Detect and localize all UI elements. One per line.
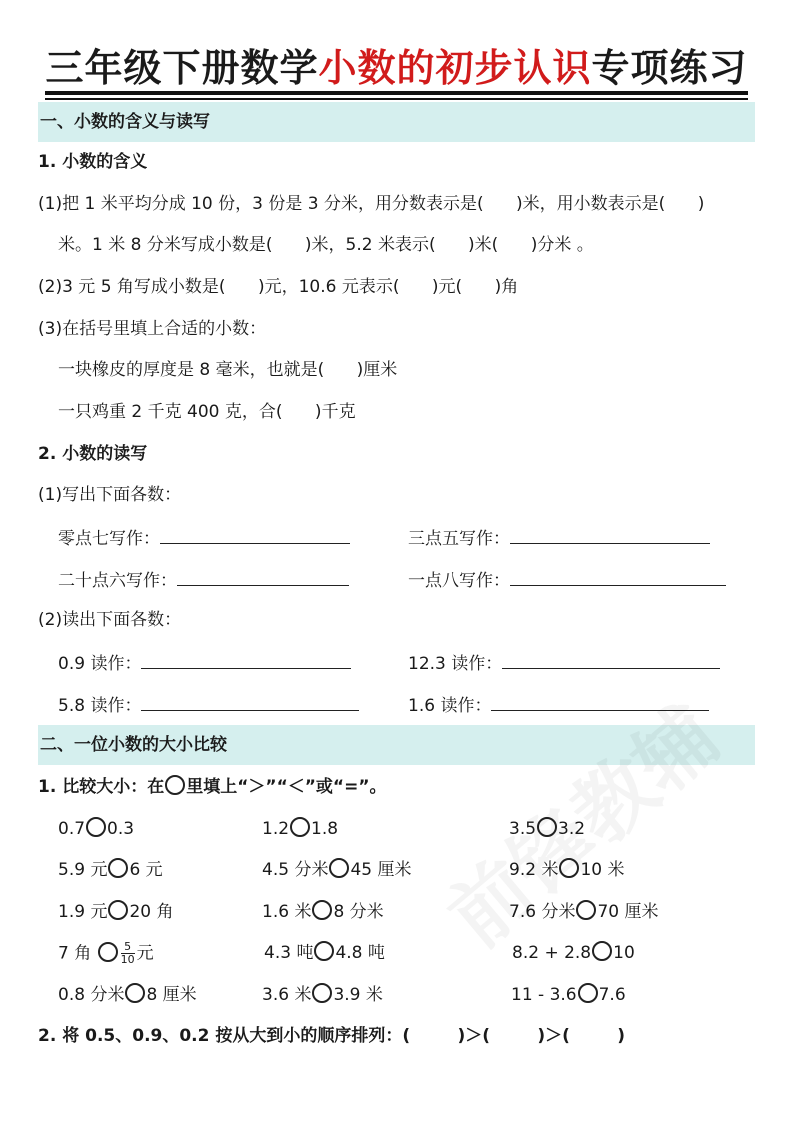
read-item <box>408 650 720 676</box>
answer-circle[interactable] <box>86 817 106 837</box>
write-item <box>58 525 350 551</box>
compare-left: 7 角 <box>58 943 92 964</box>
compare-right: 4.8 吨 <box>335 943 385 963</box>
compare-item <box>58 983 197 1007</box>
compare-item <box>262 858 412 882</box>
q1-line5: 一块橡皮的厚度是 8 毫米，也就是( )厘米 <box>58 360 398 380</box>
compare-item <box>262 900 384 924</box>
write-item <box>408 567 726 593</box>
answer-circle[interactable] <box>98 942 118 962</box>
q2-sub1: (1)写出下面各数： <box>38 485 182 505</box>
answer-circle[interactable] <box>108 900 128 920</box>
compare-item <box>264 941 385 965</box>
compare-right: 8 分米 <box>333 902 384 922</box>
watermark <box>420 674 739 968</box>
compare-right: 3.2 <box>558 819 586 839</box>
fraction-numerator: 5 <box>121 941 135 954</box>
compare-right: 20 角 <box>129 902 174 922</box>
q1-heading: 1. 小数的含义 <box>38 152 148 172</box>
compare-right: 0.3 <box>107 819 135 839</box>
answer-line[interactable] <box>510 525 710 544</box>
compare-left: 1.6 米 <box>262 902 312 922</box>
q1-line3: (2)3 元 5 角写成小数是( )元，10.6 元表示( )元( )角 <box>38 277 519 297</box>
compare-item <box>262 983 383 1007</box>
section2-heading: 二、一位小数的大小比较 <box>38 725 755 765</box>
answer-line[interactable] <box>510 567 726 586</box>
answer-circle[interactable] <box>329 858 349 878</box>
write-item-label: 三点五写作： <box>408 529 510 549</box>
answer-line[interactable] <box>177 567 349 586</box>
title-part2: 专项练习 <box>591 45 748 90</box>
compare-left: 11 - 3.6 <box>511 985 577 1005</box>
compare-left: 4.5 分米 <box>262 860 329 880</box>
compare-item <box>58 900 174 924</box>
write-item-label: 一点八写作： <box>408 571 510 591</box>
order-question: 2. 将 0.5、0.9、0.2 按从大到小的顺序排列：( )＞( )＞( ) <box>38 1026 626 1046</box>
compare-left: 3.5 <box>509 819 537 839</box>
q2-heading: 2. 小数的读写 <box>38 444 148 464</box>
compare-right: 元 <box>136 943 154 964</box>
circle-icon <box>165 775 185 795</box>
compare-left: 4.3 吨 <box>264 943 314 963</box>
compare-heading <box>38 775 387 799</box>
title-part1: 三年级下册数学 <box>45 45 319 90</box>
title-highlight: 小数的初步认识 <box>318 45 592 90</box>
compare-right: 10 米 <box>580 860 625 880</box>
section1-heading: 一、小数的含义与读写 <box>38 102 755 142</box>
compare-item <box>262 817 338 841</box>
compare-left: 9.2 米 <box>509 860 559 880</box>
q2-sub2: (2)读出下面各数： <box>38 610 182 630</box>
read-item-label: 0.9 读作： <box>58 654 142 674</box>
compare-right: 45 厘米 <box>350 860 412 880</box>
q1-line1: (1)把 1 米平均分成 10 份，3 份是 3 分米，用分数表示是( )米，用小数表示是( ) <box>38 194 705 214</box>
read-item-label: 1.6 读作： <box>408 696 492 716</box>
q1-line2: 米。1 米 8 分米写成小数是( )米，5.2 米表示( )米( )分米 。 <box>58 235 594 255</box>
compare-left: 5.9 元 <box>58 860 108 880</box>
answer-circle[interactable] <box>125 983 145 1003</box>
read-item-label: 5.8 读作： <box>58 696 142 716</box>
answer-circle[interactable] <box>576 900 596 920</box>
q1-line4: (3)在括号里填上合适的小数： <box>38 319 267 339</box>
compare-item <box>58 817 134 841</box>
compare-item <box>512 941 635 965</box>
answer-circle[interactable] <box>290 817 310 837</box>
write-item <box>408 525 710 551</box>
title-underline <box>45 91 748 95</box>
read-item-label: 12.3 读作： <box>408 654 503 674</box>
compare-left: 7.6 分米 <box>509 902 576 922</box>
compare-right: 7.6 <box>598 985 626 1005</box>
write-item-label: 二十点六写作： <box>58 571 177 591</box>
fraction <box>121 941 135 966</box>
answer-line[interactable] <box>141 650 351 669</box>
answer-line[interactable] <box>160 525 350 544</box>
compare-left: 1.9 元 <box>58 902 108 922</box>
answer-circle[interactable] <box>108 858 128 878</box>
page-title <box>0 42 793 94</box>
write-item-label: 零点七写作： <box>58 529 160 549</box>
answer-circle[interactable] <box>578 983 598 1003</box>
compare-item <box>58 941 154 966</box>
title-underline-thin <box>45 98 748 100</box>
q1-line6: 一只鸡重 2 千克 400 克，合( )千克 <box>58 402 356 422</box>
answer-circle[interactable] <box>314 941 334 961</box>
read-item <box>58 692 359 718</box>
compare-left: 0.8 分米 <box>58 985 125 1005</box>
answer-circle[interactable] <box>312 983 332 1003</box>
answer-circle[interactable] <box>592 941 612 961</box>
compare-left: 8.2 + 2.8 <box>512 943 592 963</box>
compare-left: 0.7 <box>58 819 86 839</box>
compare-right: 3.9 米 <box>333 985 383 1005</box>
compare-item <box>58 858 163 882</box>
compare-right: 1.8 <box>311 819 339 839</box>
compare-right: 70 厘米 <box>597 902 659 922</box>
read-item <box>58 650 351 676</box>
answer-line[interactable] <box>141 692 359 711</box>
compare-item <box>511 983 626 1007</box>
answer-circle[interactable] <box>312 900 332 920</box>
answer-line[interactable] <box>502 650 720 669</box>
write-item <box>58 567 349 593</box>
compare-heading-suffix: 里填上“＞”“＜”或“=”。 <box>186 777 387 797</box>
compare-right: 6 元 <box>129 860 163 880</box>
compare-left: 3.6 米 <box>262 985 312 1005</box>
fraction-denominator: 10 <box>120 953 135 966</box>
compare-right: 8 厘米 <box>146 985 197 1005</box>
compare-right: 10 <box>613 943 635 963</box>
compare-left: 1.2 <box>262 819 290 839</box>
compare-heading-prefix: 1. 比较大小：在 <box>38 777 165 797</box>
